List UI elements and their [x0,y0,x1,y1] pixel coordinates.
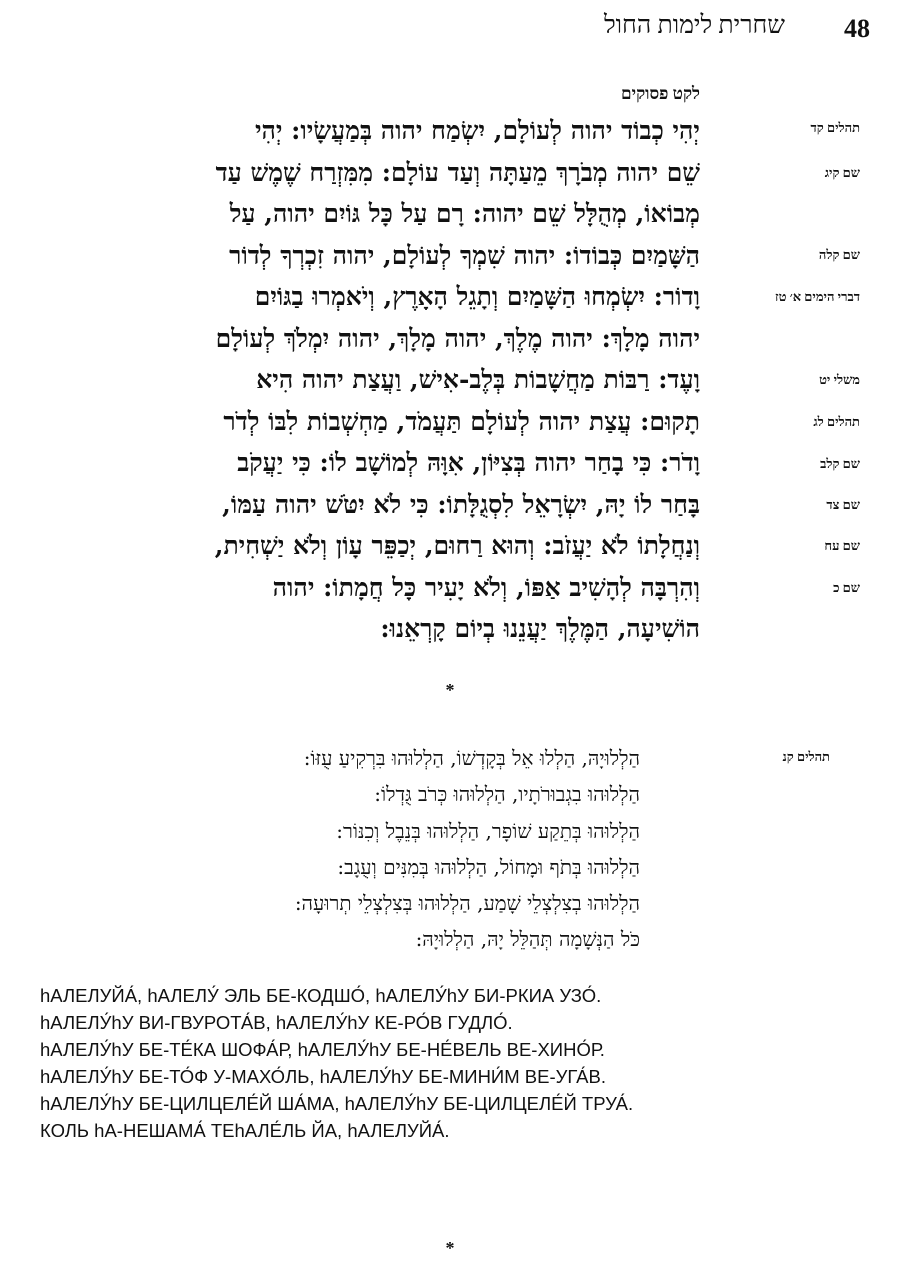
verse-line: יהוה מָלָךְ: יהוה מֶלֶךְ, יהוה מָלָךְ, יהוה יִמְלֹךְ לְעוֹלָם [215,323,700,353]
verse-line: יְהִי כְבוֹד יהוה לְעוֹלָם, יִשְׂמַח יהוה בְּמַעֲשָׂיו: יְהִי [254,116,700,145]
verse-line: הַשָּׁמַיִם כְּבוֹדוֹ: יהוה שִׁמְךָ לְעוֹלָם, יהוה זִכְרְךָ לְדוֹר [229,240,700,270]
psalm-line: הַלְלוּהוּ בְּתֹף וּמָחוֹל, הַלְלוּהוּ בְּמִנִּים וְעֻגָב: [337,854,640,879]
transliteration-line: КОЛЬ hА-НЕШАМА́ ТЕhАЛЕ́ЛЬ ЙА, hАЛЕЛУЙА́. [40,1120,450,1141]
bottom-separator: * [445,1238,455,1258]
section-separator: * [445,680,455,700]
verse-line: וְנַחֲלָתוֹ לֹא יַעֲזֹב: וְהוּא רַחוּם, יְכַפֵּר עָוֹן וְלֹא יַשְׁחִית, [214,531,700,560]
psalm-line: הַלְלוּיָהּ, הַלְלוּ אֵל בְּקָדְשׁוֹ, הַלְלוּהוּ בִּרְקִיעַ עֻזּוֹ: [303,746,640,770]
margin-reference: שם קלב [820,456,860,471]
verse-line: הוֹשִׁיעָה, הַמֶּלֶךְ יַעֲנֵנוּ בְיוֹם קָרְאֵנוּ: [380,614,700,643]
psalm-line: הַלְלוּהוּ בְּתֵקַע שׁוֹפָר, הַלְלוּהוּ בְּנֵבֶל וְכִנּוֹר: [336,818,640,843]
margin-reference: שם עח [824,538,860,553]
transliteration-line: hАЛЕЛУ́hУ БЕ-ТЕ́КА ШОФА́Р, hАЛЕЛУ́hУ БЕ-НЕ́ВЕЛЬ ВЕ-ХИНО́Р. [40,1039,605,1060]
margin-reference: משלי יט [819,372,860,387]
margin-reference: תהלים לג [813,414,860,429]
page-number: 48 [844,14,870,43]
transliteration-line: hАЛЕЛУ́hУ БЕ-ЦИЛЦЕЛЕ́Й ША́МА, hАЛЕЛУ́hУ БЕ-ЦИЛЦЕЛЕ́Й ТРУА́. [40,1093,634,1114]
transliteration-line: hАЛЕЛУ́hУ БЕ-ТО́Ф У-МАХО́ЛЬ, hАЛЕЛУ́hУ БЕ-МИНИ́М ВЕ-УГА́В. [40,1066,606,1087]
margin-reference: שם צד [826,497,860,512]
margin-reference: תהלים קד [810,120,860,135]
running-title: שחרית לימות החול [603,12,785,39]
psalm-reference: תהלים קנ [782,749,830,764]
verse-line: בָּחַר לוֹ יָהּ, יִשְׂרָאֵל לִסְגֻלָּתוֹ: כִּי לֹא יִטֹּשׁ יהוה עַמּוֹ, [222,489,700,519]
verse-line: וָדוֹר: יִשְׂמְחוּ הַשָּׁמַיִם וְתָגֵל הָאָרֶץ, וְיֹאמְרוּ בַגּוֹיִם [254,282,700,311]
psalm-line: הַלְלוּהוּ בְצִלְצְלֵי שָׁמַע, הַלְלוּהוּ בְּצִלְצְלֵי תְרוּעָה: [294,891,640,916]
psalm-reference-column [720,0,860,800]
margin-reference: שם קלה [818,247,860,262]
transliteration-line: hАЛЕЛУЙА́, hАЛЕЛУ́ ЭЛЬ БЕ-КОДШО́, hАЛЕЛУ́hУ БИ-РКИА УЗО́. [40,985,602,1006]
verse-line: וְהִרְבָּה לְהָשִׁיב אַפּוֹ, וְלֹא יָעִיר כָּל חֲמָתוֹ: יהוה [272,572,700,602]
verse-line: וָדֹר: כִּי בָחַר יהוה בְּצִיּוֹן, אִוָּהּ לְמוֹשָׁב לוֹ: כִּי יַעֲקֹב [237,448,700,477]
margin-reference: שם קיג [824,165,860,180]
verses-block [178,110,700,650]
transliteration-block [40,982,730,1144]
margin-reference: שם כ [833,580,860,595]
transliteration-line: hАЛЕЛУ́hУ ВИ-ГВУРОТА́В, hАЛЕЛУ́hУ КЕ-РО́В ГУДЛО́. [40,1012,513,1033]
verse-line: תָקוּם: עֲצַת יהוה לְעוֹלָם תַּעֲמֹד, מַחְשְׁבוֹת לִבּוֹ לְדֹר [223,406,700,436]
psalm-line: כֹּל הַנְּשָׁמָה תְּהַלֵּל יָהּ, הַלְלוּיָהּ: [415,927,640,952]
psalm-line: הַלְלוּהוּ בִגְבוּרֹתָיו, הַלְלוּהוּ כְּרֹב גֻּדְלוֹ: [374,782,640,807]
psalm-block [200,740,640,958]
verse-line: וָעֶד: רַבּוֹת מַחֲשָׁבוֹת בְּלֶב-אִישׁ, וַעֲצַת יהוה הִיא [256,365,700,394]
section-heading: לקט פסוקים [621,84,700,103]
margin-reference: דברי הימים א׳ טז [774,289,860,304]
verse-line: שֵׁם יהוה מְבֹרָךְ מֵעַתָּה וְעַד עוֹלָם: מִמִּזְרַח שֶׁמֶשׁ עַד [215,157,700,187]
verse-line: מְבוֹאוֹ, מְהֻלָּל שֵׁם יהוה: רָם עַל כָּל גּוֹיִם יהוה, עַל [229,199,700,228]
